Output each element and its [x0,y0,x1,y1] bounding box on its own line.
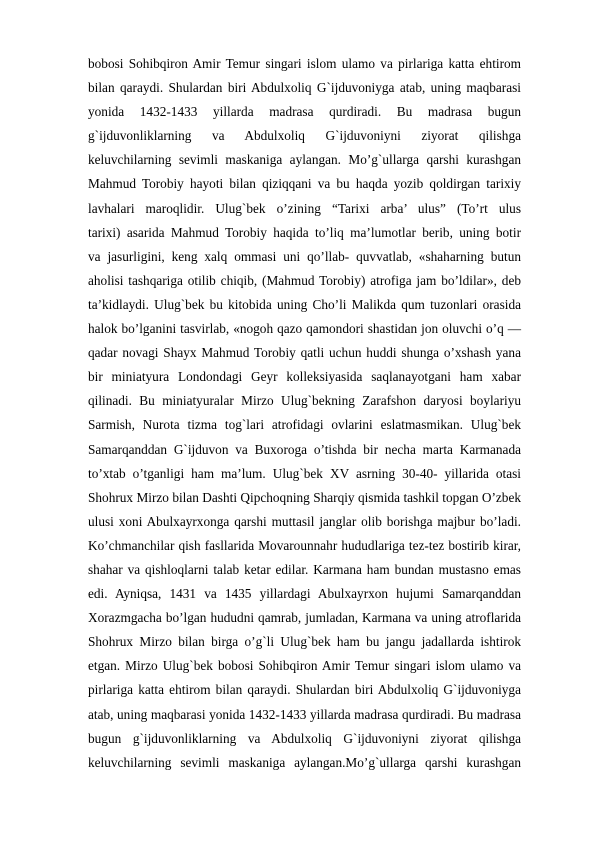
text-line: bir miniatyura Londondagi Geyr kolleksiyasida saqlanayotgani ham xabar [88,369,521,385]
text-line: halok bo’lganini tasvirlab, «nogoh qazo qamondori shastidan jon oluvchi o’q — [88,321,521,337]
text-line: Ko’chmanchilar qish fasllarida Movarounnahr hududlariga tez-tez bostirib kirar, [88,537,521,553]
text-line: keluvchilarning sevimli maskaniga aylangan.Mo’g`ullarga qarshi kurashgan [88,754,521,770]
text-line: ta’kidlaydi. Ulug`bek bu kitobida uning Cho’li Malikda qum tuzonlari orasida [88,296,521,312]
text-line: etgan. Mirzo Ulug`bek bobosi Sohibqiron Amir Temur singari islom ulamo va [88,658,521,674]
text-line: pirlariga katta ehtirom bilan qaraydi. Shulardan biri Abdulxoliq G`ijduvoniyga [88,682,521,698]
text-line: bugun g`ijduvonliklarning va Abdulxoliq G`ijduvoniyni ziyorat qilishga [88,730,521,746]
text-line: atab, uning maqbarasi yonida 1432-1433 yillarda madrasa qurdiradi. Bu madrasa [88,706,521,722]
text-line: qilinadi. Bu miniatyuralar Mirzo Ulug`bekning Zarafshon daryosi boylariyu [88,393,521,409]
text-line: Mahmud Torobiy hayoti bilan qiziqqani va bu haqda yozib qoldirgan tarixiy [88,176,521,192]
text-line: bobosi Sohibqiron Amir Temur singari islom ulamo va pirlariga katta ehtirom [88,56,521,71]
text-line: Shohrux Mirzo bilan birga o’g`li Ulug`bek ham bu jangu jadallarda ishtirok [88,634,521,650]
text-line: shahar va qishloqlarni talab ketar edilar. Karmana ham bundan mustasno emas [88,561,521,577]
text-line: ulusi xoni Abulxayrxonga qarshi muttasil janglar olib borishga majbur bo’ladi. [88,513,521,529]
text-line: bilan qaraydi. Shulardan biri Abdulxoliq G`ijduvoniyga atab, uning maqbarasi [88,80,521,96]
text-line: Xorazmgacha bo’lgan hududni qamrab, jumladan, Karmana va uning atroflarida [88,610,521,626]
text-line: yonida 1432-1433 yillarda madrasa qurdiradi. Bu madrasa bugun [88,104,521,120]
text-line: Samarqanddan G`ijduvon va Buxoroga o’tishda bir necha marta Karmanada [88,441,521,457]
text-line: keluvchilarning sevimli maskaniga aylangan. Mo’g`ullarga qarshi kurashgan [88,152,521,168]
body-text [88,52,521,775]
text-line: lavhalari maroqlidir. Ulug`bek o’zining “Tarixi arba’ ulus” (To’rt ulus [88,200,521,216]
text-line: g`ijduvonliklarning va Abdulxoliq G`ijduvoniyni ziyorat qilishga [88,128,521,144]
text-line: Shohrux Mirzo bilan Dashti Qipchoqning Sharqiy qismida tashkil topgan O’zbek [88,489,521,505]
text-line: aholisi tashqariga otilib chiqib, (Mahmud Torobiy) atrofiga jam bo’ldilar», deb [88,272,521,288]
text-line: va jasurligini, keng xalq ommasi uni qo’llab- quvvatlab, «shaharning butun [88,248,521,264]
text-line: tarixi) asarida Mahmud Torobiy haqida to’liq ma’lumotlar berib, uning botir [88,224,521,240]
text-line: to’xtab o’tganligi ham ma’lum. Ulug`bek XV asrning 30-40- yillarida otasi [88,465,521,481]
text-line: Sarmish, Nurota tizma tog`lari atrofidagi ovlarini eslatmasmikan. Ulug`bek [88,417,521,433]
text-line: qadar novagi Shayx Mahmud Torobiy qatli uchun huddi shunga o’xshash yana [88,345,521,361]
text-line: edi. Ayniqsa, 1431 va 1435 yillardagi Abulxayrxon hujumi Samarqanddan [88,586,521,602]
